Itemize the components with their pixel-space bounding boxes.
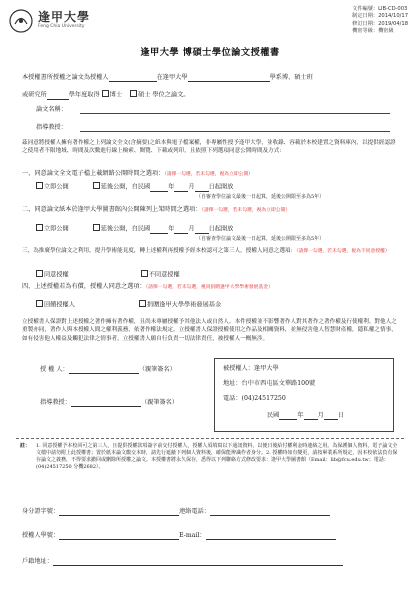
item-1-note: （請擇一勾選，若未勾選，視為立即公開） <box>164 172 254 177</box>
department-blank[interactable] <box>188 75 270 82</box>
item-2-note: （請擇一勾選，若未勾選，視為立即公開） <box>201 208 291 213</box>
item-2-immediate-checkbox[interactable] <box>36 224 43 231</box>
meta-created-date: 制定日期：2014/10/17 <box>352 13 408 20</box>
item-1-year-label: 年 <box>168 183 175 191</box>
item-3-disagree-label: 不同意授權 <box>148 271 180 279</box>
advisor-signature-row <box>40 399 178 407</box>
item-2-year-blank[interactable] <box>150 227 168 234</box>
item-1-immediate-label: 立即公開 <box>44 183 69 191</box>
authorization-statement: 茲同意將授權人擁有著作權之上列論文全文(含摘要)之紙本與電子檔案權，非專屬性授予逢甲大學，並收錄、容載於本校建置之資料庫內，以提供經認證之使用者不限地域、時間及次數進行線上檢索、閱覽、下載或列印，且依照下列選項同意公開時間及方式： <box>22 140 396 155</box>
date-era-label: 民國 <box>267 412 280 419</box>
intro-text-b: 在逢甲大學 <box>156 74 188 81</box>
item-1-limit: （自審查學位論文最後一日起算，延後公開限至多為5年） <box>196 194 325 200</box>
intro-line-2 <box>22 90 189 100</box>
item-2-immediate-label: 立即公開 <box>44 225 69 233</box>
advisor-signature-blank[interactable] <box>71 400 141 407</box>
intro-line-1 <box>22 74 313 82</box>
item-2-text: 二、同意論文紙本於逢甲大學圖書館內公開陳列上架時間之選項： <box>22 206 202 213</box>
address-label: 戶籍地址： <box>22 558 53 565</box>
grantor-label: 授 權 人： <box>40 366 69 373</box>
intro-text-d: 或研究所 <box>22 91 47 99</box>
thesis-title-row <box>36 106 67 114</box>
document-meta <box>352 6 408 36</box>
item-1-day-blank[interactable] <box>195 185 209 192</box>
item-1 <box>22 170 253 179</box>
item-1-options <box>36 182 233 192</box>
item-1-delay-label: 延後公開，自民國 <box>100 183 151 191</box>
item-1-month-label: 月 <box>188 183 195 191</box>
item-2-limit: （自審查學位論文最後一日起算，延後公開限至多為5年） <box>196 236 325 242</box>
item-2-delay-checkbox[interactable] <box>93 224 100 231</box>
item-1-year-blank[interactable] <box>150 185 168 192</box>
master-checkbox[interactable] <box>130 90 137 97</box>
academic-year-blank[interactable] <box>47 93 69 100</box>
item-3-note: （請擇一勾選，若未勾選，視為不同意授權） <box>296 249 390 254</box>
date-month-label: 月 <box>317 412 324 419</box>
date-year-blank[interactable] <box>279 413 297 420</box>
thesis-title-line[interactable] <box>80 113 390 114</box>
address-blank[interactable] <box>53 559 343 566</box>
grantor-signature-blank[interactable] <box>69 367 139 374</box>
item-2 <box>22 206 290 215</box>
page-title: 逢甲大學 博碩士學位論文授權書 <box>140 47 280 58</box>
logo-chinese-name: 逢甲大學 <box>38 10 91 24</box>
item-2-day-label: 日起開放 <box>208 225 234 233</box>
meta-revised-date: 修訂日期：2019/04/18 <box>352 20 408 27</box>
cut-line <box>16 438 404 439</box>
item-2-delay-label: 延後公開，自民國 <box>100 225 151 233</box>
item-3-agree-label: 同意授權 <box>44 271 69 279</box>
meta-doc-number: 文件編號：LIB-CD-003 <box>352 6 408 12</box>
item-1-immediate-checkbox[interactable] <box>36 182 43 189</box>
advisor-line[interactable] <box>80 131 390 132</box>
item-2-options <box>36 224 233 234</box>
student-email-row <box>22 532 336 540</box>
email-label: E-mail： <box>179 532 206 539</box>
grantee-address: 地址：台中市西屯區文華路100號 <box>223 380 316 387</box>
item-3-agree-checkbox[interactable] <box>36 270 43 277</box>
item-1-day-label: 日起開放 <box>208 183 234 191</box>
thesis-title-label: 論文名稱： <box>36 106 67 113</box>
item-1-delay-checkbox[interactable] <box>93 182 100 189</box>
university-seal-icon <box>8 8 34 34</box>
grantee-box <box>214 358 394 432</box>
item-1-month-blank[interactable] <box>174 185 188 192</box>
address-row <box>22 558 343 566</box>
contact-phone-blank[interactable] <box>210 509 330 516</box>
intro-text-e: 學年度取得 <box>68 91 100 99</box>
item-4-donate-checkbox[interactable] <box>139 300 146 307</box>
item-3-text: 三、為推廣學位論文之利用，提升學術能見度，轉上述權利再授權予經本校認可之第三人，授權人同意之選項： <box>22 248 297 254</box>
item-3-disagree-checkbox[interactable] <box>141 270 148 277</box>
item-4-note: （請擇一勾選，若未勾選，視同捐贈逢甲大學學術發展基金） <box>145 285 273 290</box>
item-4-donate-label: 捐贈逢甲大學學術發展基金 <box>146 301 222 309</box>
master-label: 碩士 學位之論文。 <box>138 91 190 99</box>
date-year-label: 年 <box>297 412 304 419</box>
student-id-label: 授權人學號： <box>22 532 60 539</box>
grantee-phone: 電話：(04)24517250 <box>223 395 286 402</box>
advisor-label: 指導教授： <box>36 124 67 131</box>
item-2-day-blank[interactable] <box>195 227 209 234</box>
intro-text-c: 學系博、碩士班 <box>269 74 313 81</box>
guarantee-statement: 立授權書人保證對上述授權之著作擁有著作權，且尚未專屬授權予其他法人或自然人。本件授權並不影響著作人對其著作之著作權及行使權利。對他人之重製亦同，著作人與本授權人間之權利義務，依著作權法規定。立授權書人保證授權使用之作品及相關資料，並無侵害他人智慧財產權，隱私權之情事，如有侵害他人權益及觸犯法律之情事者，立授權書人願自行負責一切法律責任，被授權人一概無涉。 <box>22 319 397 342</box>
notes-text: 1. 同意授權予本校同可之第三人，且提供授權款項簽字前交付授權人，授權人須填寫以下通訊資料，以便日後給付權利金時連絡之用。為保護個人資料，電子論文全文檔中請勿附上此授權書；置於紙本論文繳交本時，請先行遮蔽下列個人資料後，確保能辨識作者身分。2. 授權時如有變更，請按畢業系所規定，因本校依法負有保存論文之義務，不得要求撤回或刪除所授權之論文。本授權書將永久保存，悉得以下列聯絡方式修改要求：逢甲大學圖書館（Email：lib@fcu.edu.tw；電話：(04)24517250 分機2682）。 <box>36 443 398 470</box>
id-number-blank[interactable] <box>59 509 179 516</box>
university-logo <box>8 6 128 36</box>
grantee-name: 被授權人：逢甲大學 <box>223 365 279 372</box>
date-day-label: 日 <box>337 412 344 419</box>
item-4-text: 四、上述授權若為有償，授權人同意之選項： <box>22 283 146 290</box>
intro-text-a: 本授權書所授權之論文為授權人 <box>22 74 109 81</box>
item-4-return-checkbox[interactable] <box>36 300 43 307</box>
item-1-text: 一、同意論文全文電子檔上載網路公開時間之選項： <box>22 170 165 177</box>
date-day-blank[interactable] <box>324 413 338 420</box>
date-row <box>267 412 344 420</box>
item-3 <box>22 247 398 256</box>
item-4-options <box>36 300 221 310</box>
item-2-month-label: 月 <box>188 225 195 233</box>
item-4-return-label: 回饋授權人 <box>44 301 75 309</box>
email-blank[interactable] <box>206 533 336 540</box>
id-number-label: 身分證字號： <box>22 508 60 515</box>
date-month-blank[interactable] <box>304 413 318 420</box>
id-number-row <box>22 508 330 516</box>
advisor-row <box>36 124 67 132</box>
item-2-year-label: 年 <box>168 225 175 233</box>
item-2-month-blank[interactable] <box>174 227 188 234</box>
doctor-label: 博士 <box>109 91 123 99</box>
advisor-sign-note: （親筆簽名） <box>140 399 179 406</box>
logo-english-name: Feng Chia University <box>38 24 85 29</box>
meta-security-level: 機密等級：機密級 <box>352 28 394 35</box>
grantor-name-blank[interactable] <box>109 75 157 82</box>
contact-phone-label: 連絡電話： <box>179 508 211 515</box>
student-id-blank[interactable] <box>59 533 179 540</box>
advisor-sign-label: 指導教授： <box>40 399 71 406</box>
item-3-options <box>36 270 180 280</box>
doctor-checkbox[interactable] <box>102 90 109 97</box>
notes-label: 註： <box>20 443 31 449</box>
grantor-signature-row <box>40 366 176 374</box>
item-4 <box>22 283 273 292</box>
grantor-sign-note: （親筆簽名） <box>138 366 176 373</box>
